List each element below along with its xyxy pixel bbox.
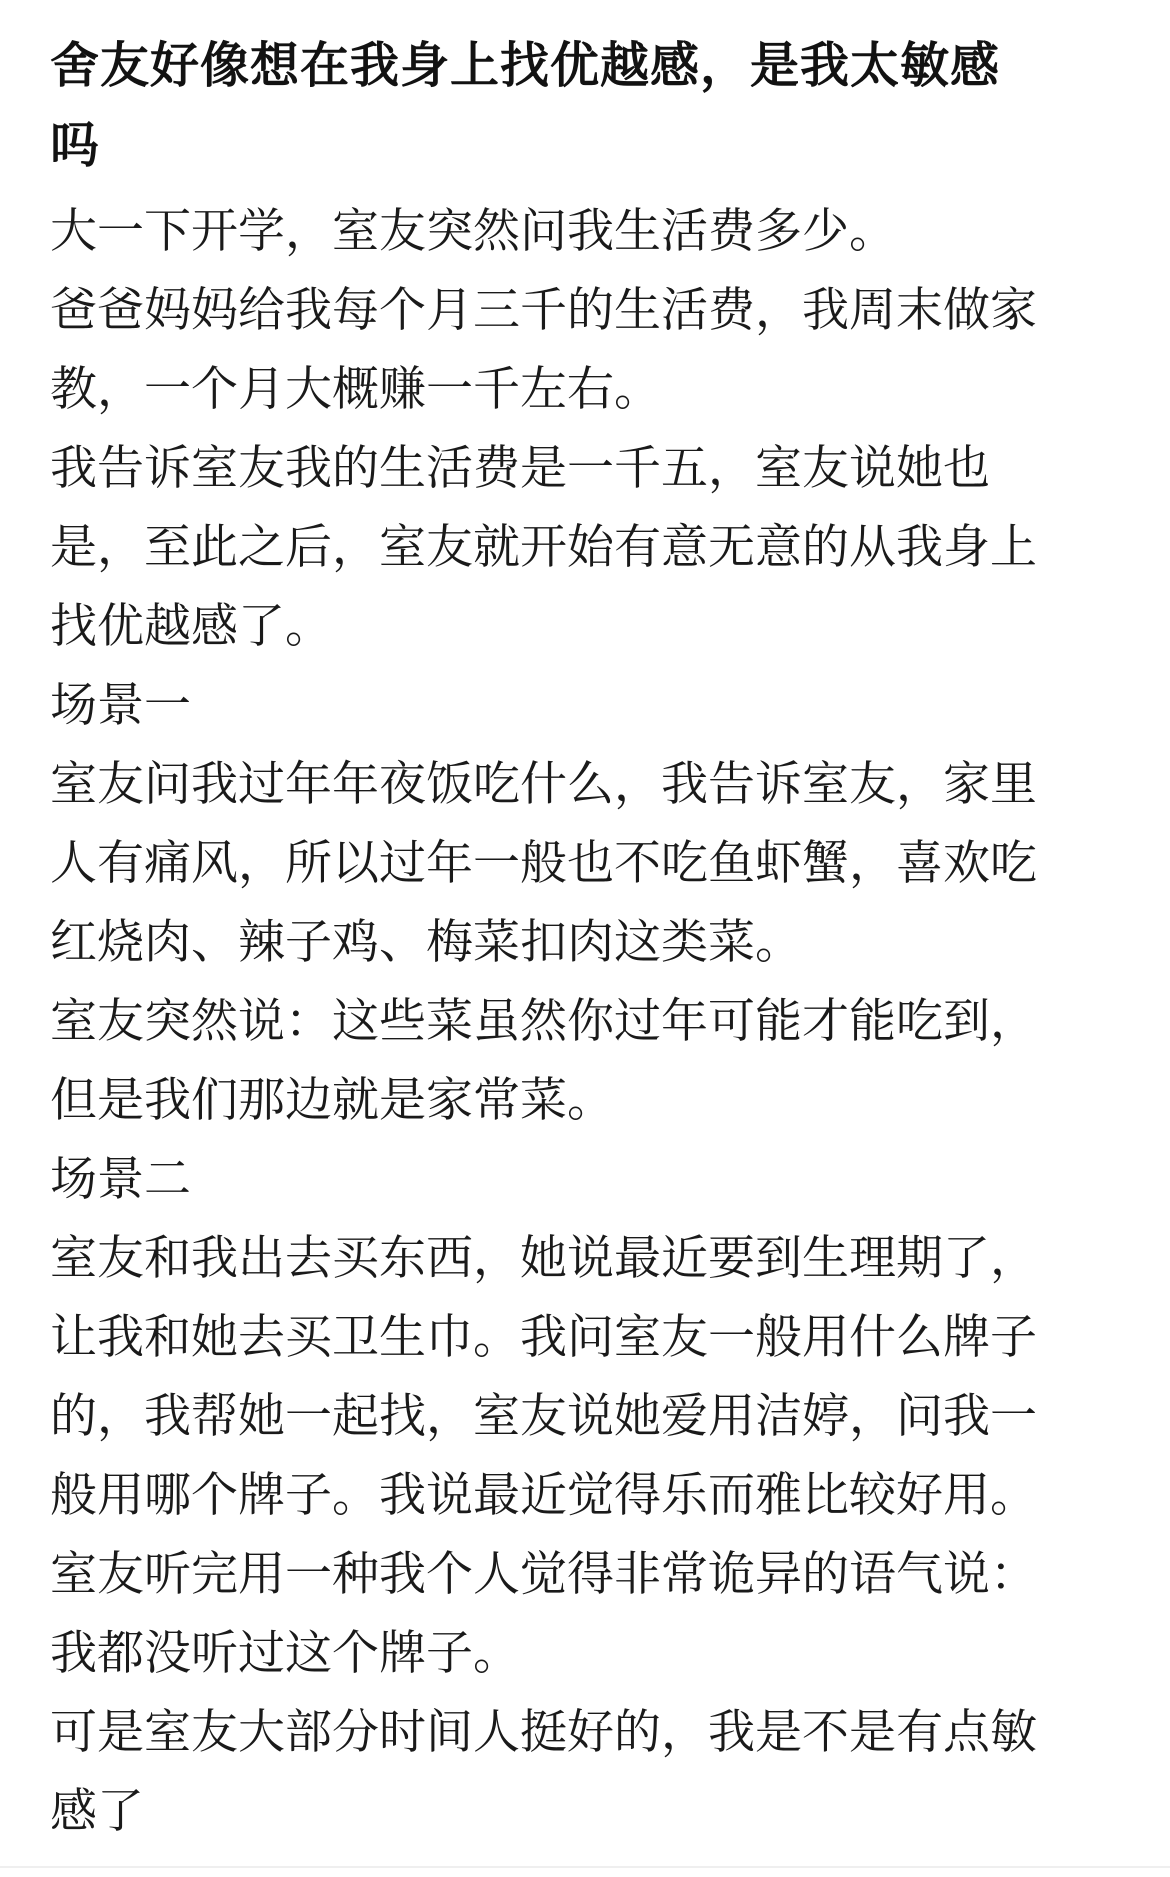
body-line: 教，一个月大概赚一千左右。 <box>50 362 661 417</box>
title-line: 舍友好像想在我身上找优越感，是我太敏感 <box>50 37 1001 94</box>
body-line: 室友和我出去买东西，她说最近要到生理期了， <box>50 1231 1037 1286</box>
body-line: 大一下开学，室友突然问我生活费多少。 <box>50 204 896 259</box>
body-line: 人有痛风，所以过年一般也不吃鱼虾蟹，喜欢吃 <box>50 836 1037 891</box>
body-line: 的，我帮她一起找，室友说她爱用洁婷，问我一 <box>50 1389 1037 1444</box>
article <box>50 26 1120 1851</box>
divider <box>0 1866 1170 1868</box>
title-line: 吗 <box>50 117 101 174</box>
article-title <box>50 26 1120 186</box>
body-line: 但是我们那边就是家常菜。 <box>50 1073 614 1128</box>
article-body <box>50 192 1120 1851</box>
body-line: 我告诉室友我的生活费是一千五，室友说她也 <box>50 441 990 496</box>
body-line: 室友突然说：这些菜虽然你过年可能才能吃到， <box>50 994 1037 1049</box>
body-line: 感了 <box>50 1784 144 1839</box>
body-line: 般用哪个牌子。我说最近觉得乐而雅比较好用。 <box>50 1468 1037 1523</box>
body-line: 找优越感了。 <box>50 599 332 654</box>
body-line: 是，至此之后，室友就开始有意无意的从我身上 <box>50 520 1037 575</box>
body-line: 室友听完用一种我个人觉得非常诡异的语气说： <box>50 1547 1037 1602</box>
body-line: 室友问我过年年夜饭吃什么，我告诉室友，家里 <box>50 757 1037 812</box>
body-line: 可是室友大部分时间人挺好的，我是不是有点敏 <box>50 1705 1037 1760</box>
section-heading: 场景二 <box>50 1152 191 1207</box>
section-heading: 场景一 <box>50 678 191 733</box>
body-line: 我都没听过这个牌子。 <box>50 1626 520 1681</box>
body-line: 让我和她去买卫生巾。我问室友一般用什么牌子 <box>50 1310 1037 1365</box>
body-line: 爸爸妈妈给我每个月三千的生活费，我周末做家 <box>50 283 1037 338</box>
body-line: 红烧肉、辣子鸡、梅菜扣肉这类菜。 <box>50 915 802 970</box>
